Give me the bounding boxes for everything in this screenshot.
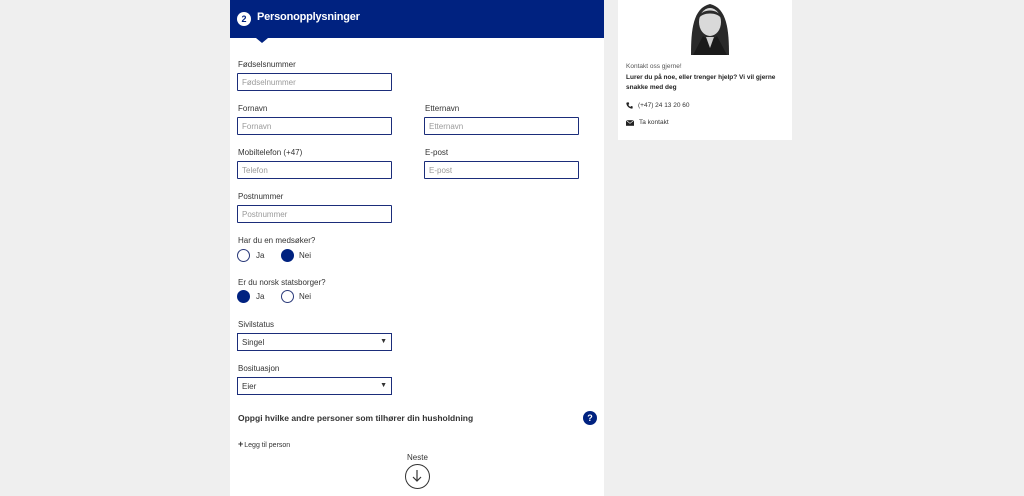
postnummer-label: Postnummer bbox=[238, 192, 284, 201]
phone-icon bbox=[626, 102, 633, 109]
statsborger-ja-label: Ja bbox=[256, 292, 265, 301]
add-person-link[interactable] bbox=[238, 439, 290, 449]
postnummer-input[interactable] bbox=[237, 205, 392, 223]
contact-link[interactable] bbox=[626, 119, 669, 126]
header-pointer bbox=[256, 38, 268, 43]
mail-icon bbox=[626, 120, 634, 126]
personal-info-form bbox=[230, 0, 604, 496]
medsoker-nei-label: Nei bbox=[299, 251, 312, 260]
next-label: Neste bbox=[407, 453, 428, 462]
etternavn-label: Etternavn bbox=[425, 104, 460, 113]
etternavn-input[interactable] bbox=[424, 117, 579, 135]
chevron-down-icon: ▼ bbox=[380, 382, 387, 389]
fornavn-label: Fornavn bbox=[238, 104, 268, 113]
mobiltelefon-label: Mobiltelefon (+47) bbox=[238, 148, 303, 157]
section-title: Personopplysninger bbox=[257, 11, 360, 23]
mobiltelefon-input[interactable] bbox=[237, 161, 392, 179]
sivilstatus-value: Singel bbox=[242, 338, 265, 347]
fodselsnummer-label: Fødselsnummer bbox=[238, 60, 296, 69]
statsborger-ja-radio[interactable] bbox=[237, 290, 250, 303]
plus-icon: + bbox=[238, 439, 244, 449]
contact-question: Lurer du på noe, eller trenger hjelp? Vi vil gjerne snakke med deg bbox=[626, 74, 776, 91]
phone-number: (+47) 24 13 20 60 bbox=[638, 102, 690, 109]
epost-input[interactable] bbox=[424, 161, 579, 179]
bosituasjon-select[interactable] bbox=[237, 377, 392, 395]
bosituasjon-value: Eier bbox=[242, 382, 257, 391]
help-button[interactable]: ? bbox=[583, 411, 597, 425]
bosituasjon-label: Bosituasjon bbox=[238, 364, 280, 373]
medsoker-ja-radio[interactable] bbox=[237, 249, 250, 262]
contact-card bbox=[618, 0, 792, 140]
phone-row[interactable] bbox=[626, 102, 690, 109]
household-question: Oppgi hvilke andre personer som tilhører din husholdning bbox=[238, 413, 474, 423]
fornavn-input[interactable] bbox=[237, 117, 392, 135]
epost-label: E-post bbox=[425, 148, 449, 157]
medsoker-ja-label: Ja bbox=[256, 251, 265, 260]
statsborger-nei-label: Nei bbox=[299, 292, 312, 301]
contact-intro: Kontakt oss gjerne! bbox=[626, 63, 682, 70]
advisor-portrait bbox=[669, 0, 751, 55]
contact-link-label: Ta kontakt bbox=[639, 119, 669, 126]
step-number-badge: 2 bbox=[237, 12, 251, 26]
section-header bbox=[230, 0, 604, 38]
sivilstatus-select[interactable] bbox=[237, 333, 392, 351]
statsborger-label: Er du norsk statsborger? bbox=[238, 278, 326, 287]
sivilstatus-label: Sivilstatus bbox=[238, 320, 275, 329]
next-button[interactable] bbox=[405, 464, 430, 489]
medsoker-nei-radio[interactable] bbox=[281, 249, 294, 262]
arrow-down-icon bbox=[406, 465, 428, 487]
chevron-down-icon: ▼ bbox=[380, 338, 387, 345]
statsborger-nei-radio[interactable] bbox=[281, 290, 294, 303]
fodselsnummer-input[interactable] bbox=[237, 73, 392, 91]
medsoker-label: Har du en medsøker? bbox=[238, 236, 316, 245]
add-person-label: Legg til person bbox=[244, 442, 291, 449]
